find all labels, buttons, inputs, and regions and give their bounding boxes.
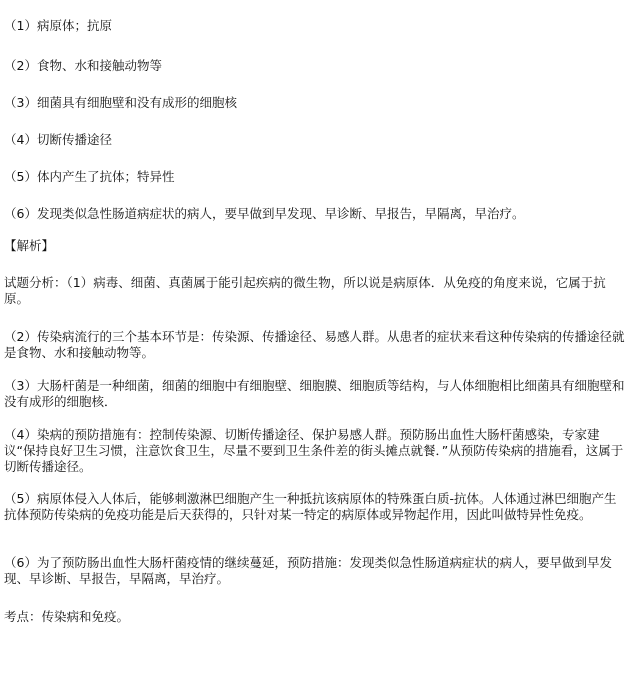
answer-2: （2）食物、水和接触动物等 <box>4 58 162 73</box>
answer-3: （3）细菌具有细胞壁和没有成形的细胞核 <box>4 95 237 110</box>
analysis-paragraph-3: （3）大肠杆菌是一种细菌，细菌的细胞中有细胞壁、细胞膜、细胞质等结构，与人体细胞相比细菌具有细胞壁和没有成形的细胞核． <box>4 378 625 409</box>
answer-6: （6）发现类似急性肠道病症状的病人，要早做到早发现、早诊断、早报告，早隔离，早治疗。 <box>4 206 525 221</box>
answer-1: （1）病原体；抗原 <box>4 18 112 33</box>
answer-5: （5）体内产生了抗体；特异性 <box>4 169 175 184</box>
analysis-paragraph-2: （2）传染病流行的三个基本环节是：传染源、传播途径、易感人群。从患者的症状来看这种传染病的传播途径就是食物、水和接触动物等。 <box>4 329 625 360</box>
analysis-paragraph-1: 试题分析：（1）病毒、细菌、真菌属于能引起疾病的微生物，所以说是病原体．从免疫的角度来说，它属于抗原。 <box>4 275 606 306</box>
analysis-paragraph-6: （6）为了预防肠出血性大肠杆菌疫情的继续蔓延，预防措施：发现类似急性肠道病症状的病人，要早做到早发现、早诊断、早报告，早隔离，早治疗。 <box>4 555 612 586</box>
analysis-paragraph-4: （4）染病的预防措施有：控制传染源、切断传播途径、保护易感人群。预防肠出血性大肠杆菌感染，专家建议“保持良好卫生习惯，注意饮食卫生，尽量不要到卫生条件差的街头摊点就餐．”从预防传染病的措施看，这属于切断传播途径。 <box>4 427 624 474</box>
analysis-paragraph-5: （5）病原体侵入人体后，能够刺激淋巴细胞产生一种抵抗该病原体的特殊蛋白质-抗体。人体通过淋巴细胞产生抗体预防传染病的免疫功能是后天获得的，只针对某一特定的病原体或异物起作用，因此叫做特异性免疫。 <box>4 491 617 522</box>
answer-4: （4）切断传播途径 <box>4 132 112 147</box>
analysis-heading: 【解析】 <box>4 238 55 253</box>
kaodian-note: 考点：传染病和免疫。 <box>4 609 130 624</box>
